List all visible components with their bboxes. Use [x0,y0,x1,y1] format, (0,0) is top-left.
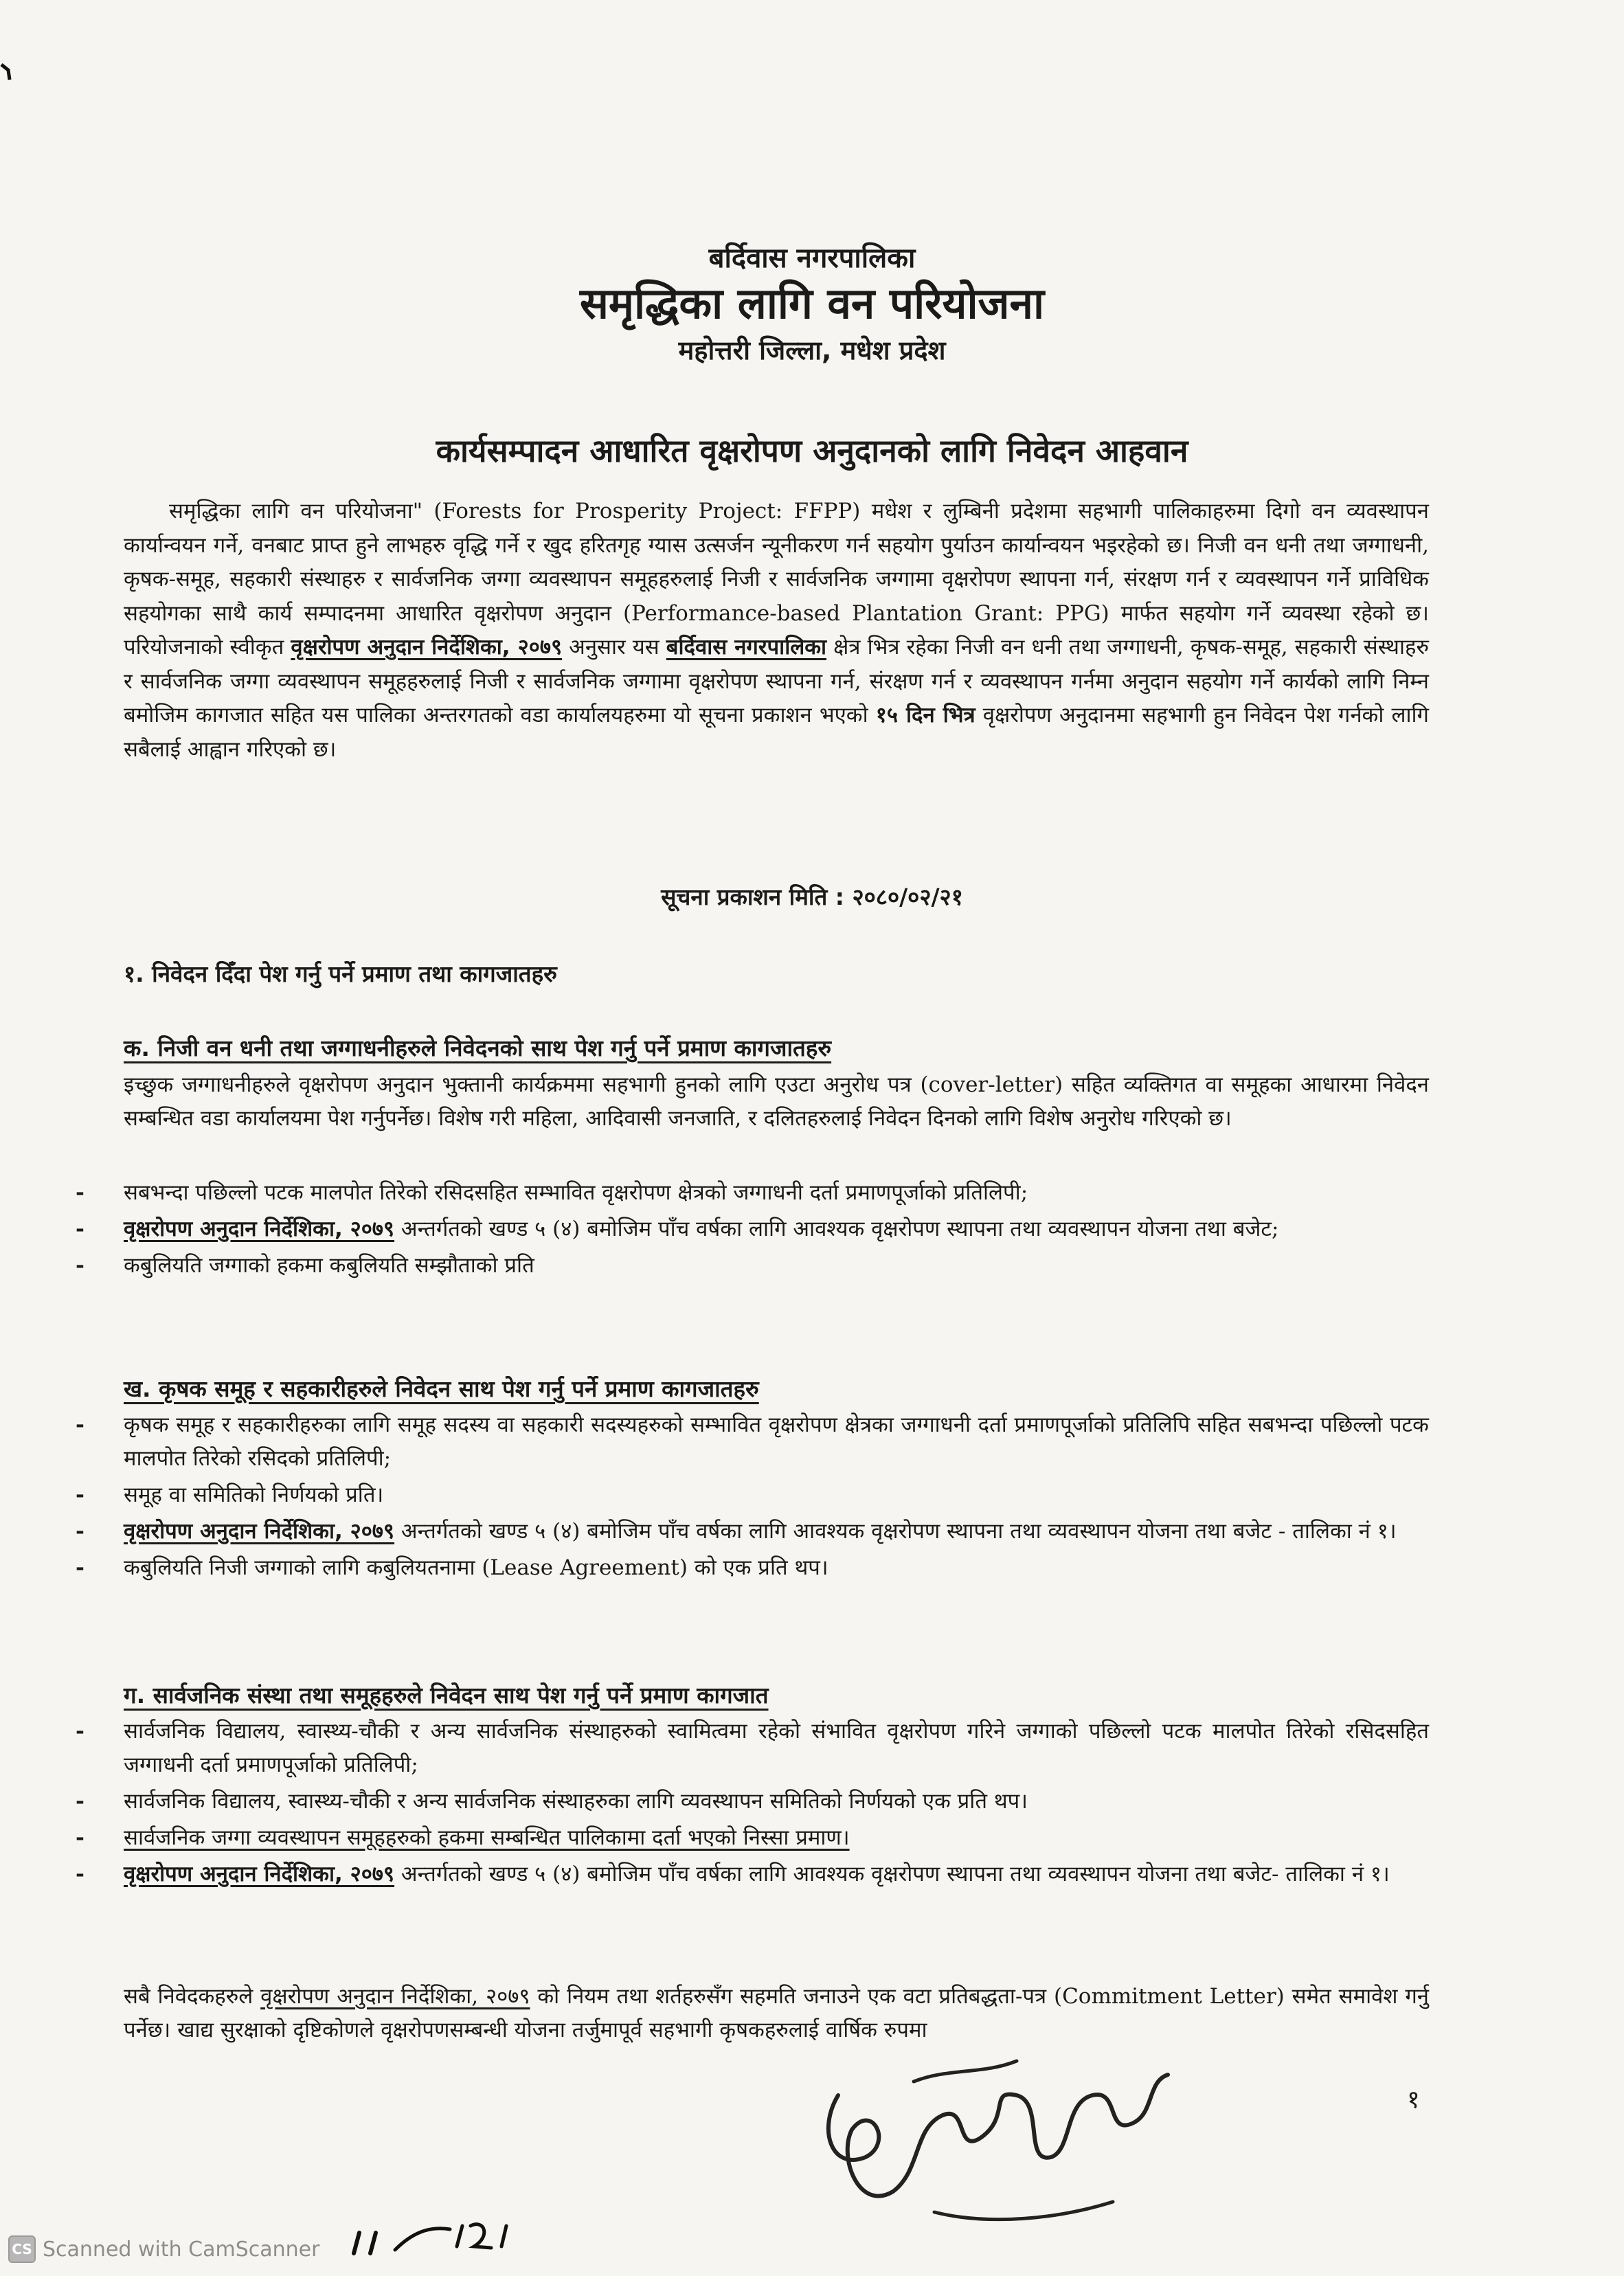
closing-text-2: को नियम तथा शर्तहरुसँग सहमति जनाउने एक वटा प्रतिबद्धता-पत्र (Commitment Letter) समेत समावेश गर्नु पर्नेछ। खाद्य सुरक्षाको दृष्टिकोणले वृक्षरोपणसम्बन्धी योजना तर्जुमापूर्व सहभागी कृषकहरुलाई वार्षिक रुपमा [124,1984,1430,2042]
intro-text-1: समृद्धिका लागि वन परियोजना" (Forests for Prosperity Project: FFPP) मधेश र लुम्बिनी प्रदेशमा सहभागी पालिकाहरुमा दिगो वन व्यवस्थापन कार्यान्वयन गर्ने, वनबाट प्राप्त हुने लाभहरु वृद्धि गर्ने र खुद हरितगृह ग्यास उत्सर्जन न्यूनीकरण गर्न सहयोग पुर्याउन कार्यान्वयन भइरहेको छ। निजी वन धनी तथा जग्गाधनी, कृषक-समूह, सहकारी संस्थाहरु र सार्वजनिक जग्गा व्यवस्थापन समूहहरुलाई निजी र सार्वजनिक जग्गामा वृक्षरोपण स्थापना गर्न, संरक्षण गर्न र व्यवस्थापन गर्ने प्राविधिक सहयोगका साथै कार्य सम्पादनमा आधारित वृक्षरोपण अनुदान (Performance-based Plantation Grant: PPG) मार्फत सहयोग गर्ने व्यवस्था रहेको छ। परियोजनाको स्वीकृत [124,499,1429,660]
list-item: - वृक्षरोपण अनुदान निर्देशिका, २०७९ अन्तर्गतको खण्ड ५ (४) बमोजिम पाँच वर्षका लागि आवश्यक वृक्षरोपण स्थापना तथा व्यवस्थापन योजना तथा बजेट; [76,1217,1279,1241]
guideline-reference: वृक्षरोपण अनुदान निर्देशिका, २०७९ [260,1984,530,2009]
project-name: समृद्धिका लागि वन परियोजना [579,278,1045,328]
section-a-paragraph: इच्छुक जग्गाधनीहरुले वृक्षरोपण अनुदान भुक्तानी कार्यक्रममा सहभागी हुनको लागि एउटा अनुरोध पत्र (cover-letter) सहित व्यक्तिगत वा समूहका आधारमा निवेदन सम्बन्धित वडा कार्यालयमा पेश गर्नुपर्नेछ। विशेष गरी महिला, आदिवासी जनजाति, र दलितहरुलाई निवेदन दिनको लागि विशेष अनुरोध गरिएको छ। [124,1072,1429,1131]
section-c-item-2: सार्वजनिक विद्यालय, स्वास्थ्य-चौकी र अन्य सार्वजनिक संस्थाहरुका लागि व्यवस्थापन समितिको निर्णयको एक प्रति थप। [124,1789,1028,1814]
section-b-item-2: समूह वा समितिको निर्णयको प्रति। [124,1483,384,1507]
section-c-item-4: अन्तर्गतको खण्ड ५ (४) बमोजिम पाँच वर्षका लागि आवश्यक वृक्षरोपण स्थापना तथा व्यवस्थापन योजना तथा बजेट- तालिका नं १। [401,1862,1390,1886]
district-line: महोत्तरी जिल्ला, मधेश प्रदेश [678,335,946,365]
list-item: - समूह वा समितिको निर्णयको प्रति। [76,1483,384,1507]
page-number: १ [1407,2086,1420,2114]
municipality-name: बर्दिवास नगरपालिका [708,243,916,274]
municipality-reference: बर्दिवास नगरपालिका [666,635,827,660]
section-b-list [76,1408,1429,1588]
notice-title: कार्यसम्पादन आधारित वृक्षरोपण अनुदानको लागि निवेदन आहवान [436,432,1188,469]
section-c-item-1: सार्वजनिक विद्यालय, स्वास्थ्य-चौकी र अन्य सार्वजनिक संस्थाहरुको स्वामित्वमा रहेको संभावित वृक्षरोपण गरिने जग्गाको पछिल्लो पटक मालपोत तिरेको रसिदसहित जग्गाधनी दर्ता प्रमाणपूर्जाको प्रतिलिपी; [124,1719,1429,1777]
publication-date: सूचना प्रकाशन मिति : २०८०/०२/२१ [661,883,963,910]
handwritten-initials [347,2198,532,2260]
section-c-item-3: सार्वजनिक जग्गा व्यवस्थापन समूहहरुको हकमा सम्बन्धित पालिकामा दर्ता भएको निस्सा प्रमाण। [124,1825,850,1850]
guideline-reference: वृक्षरोपण अनुदान निर्देशिका, २०७९ [124,1862,395,1886]
section-b-item-4: कबुलियति निजी जग्गाको लागि कबुलियतनामा (Lease Agreement) को एक प्रति थप। [124,1555,828,1580]
section-c-list [76,1715,1429,1894]
guideline-reference: वृक्षरोपण अनुदान निर्देशिका, २०७९ [124,1217,395,1241]
section-c-heading: ग. सार्वजनिक संस्था तथा समूहहरुले निवेदन साथ पेश गर्नु पर्ने प्रमाण कागजात [124,1682,769,1709]
section-b-item-1: कृषक समूह र सहकारीहरुका लागि समूह सदस्य वा सहकारी सदस्यहरुको सम्भावित वृक्षरोपण क्षेत्रका जग्गाधनी दर्ता प्रमाणपूर्जाको प्रतिलिपि सहित सबभन्दा पछिल्लो पटक मालपोत तिरेको रसिदको प्रतिलिपी; [124,1412,1429,1471]
section-a-heading: क. निजी वन धनी तथा जग्गाधनीहरुले निवेदनको साथ पेश गर्नु पर्ने प्रमाण कागजातहरु [124,1035,832,1061]
list-item: - सार्वजनिक विद्यालय, स्वास्थ्य-चौकी र अन्य सार्वजनिक संस्थाहरुका लागि व्यवस्थापन समितिको निर्णयको एक प्रति थप। [76,1789,1028,1814]
camscanner-logo: CS [8,2235,36,2263]
intro-paragraph [124,495,1429,767]
closing-paragraph [124,1980,1429,2047]
letterhead [0,240,1624,370]
list-item: - कबुलियति जग्गाको हकमा कबुलियति सम्झौताको प्रति [76,1253,534,1278]
list-item: - वृक्षरोपण अनुदान निर्देशिका, २०७९ अन्तर्गतको खण्ड ५ (४) बमोजिम पाँच वर्षका लागि आवश्यक वृक्षरोपण स्थापना तथा व्यवस्थापन योजना तथा बजेट- तालिका नं १। [76,1862,1390,1886]
list-item: - कबुलियति निजी जग्गाको लागि कबुलियतनामा (Lease Agreement) को एक प्रति थप। [76,1555,828,1580]
intro-text-4: वृक्षरोपण अनुदानमा सहभागी हुन निवेदन पेश गर्नको लागि सबैलाई आह्वान गरिएको छ। [124,703,1429,762]
section-a-item-2: अन्तर्गतको खण्ड ५ (४) बमोजिम पाँच वर्षका लागि आवश्यक वृक्षरोपण स्थापना तथा व्यवस्थापन योजना तथा बजेट; [401,1217,1279,1241]
closing-text-1: सबै निवेदकहरुले [124,1984,253,2009]
section-1-heading: १. निवेदन दिँदा पेश गर्नु पर्ने प्रमाण तथा कागजातहरु [124,960,557,987]
section-b-heading: ख. कृषक समूह र सहकारीहरुले निवेदन साथ पेश गर्नु पर्ने प्रमाण कागजातहरु [124,1375,759,1402]
intro-text-2: अनुसार यस [569,635,659,660]
corner-mark [0,63,12,82]
list-item: - कृषक समूह र सहकारीहरुका लागि समूह सदस्य वा सहकारी सदस्यहरुको सम्भावित वृक्षरोपण क्षेत्रका जग्गाधनी दर्ता प्रमाणपूर्जाको प्रतिलिपि सहित सबभन्दा पछिल्लो पटक मालपोत तिरेको रसिदको प्रतिलिपी; [76,1412,1429,1471]
list-item: - वृक्षरोपण अनुदान निर्देशिका, २०७९ अन्तर्गतको खण्ड ५ (४) बमोजिम पाँच वर्षका लागि आवश्यक वृक्षरोपण स्थापना तथा व्यवस्थापन योजना तथा बजेट - तालिका नं १। [76,1519,1397,1544]
camscanner-text: Scanned with CamScanner [43,2237,320,2262]
list-item: - सार्वजनिक जग्गा व्यवस्थापन समूहहरुको हकमा सम्बन्धित पालिकामा दर्ता भएको निस्सा प्रमाण। [76,1825,850,1850]
camscanner-watermark [8,2234,319,2264]
section-a-item-1: सबभन्दा पछिल्लो पटक मालपोत तिरेको रसिदसहित सम्भावित वृक्षरोपण क्षेत्रको जग्गाधनी दर्ता प्रमाणपूर्जाको प्रतिलिपी; [124,1180,1028,1205]
intro-text-3: क्षेत्र भित्र रहेका निजी वन धनी तथा जग्गाधनी, कृषक-समूह, सहकारी संस्थाहरु र सार्वजनिक जग्गा व्यवस्थापन समूहहरुलाई निजी र सार्वजनिक जग्गामा वृक्षरोपण स्थापना गर्न, संरक्षण गर्न र व्यवस्थापन गर्नमा अनुदान सहयोग गर्ने कार्यको लागि निम्न बमोजिम कागजात सहित यस पालिका अन्तरगतको वडा कार्यालयहरुमा यो सूचना प्रकाशन भएको [124,635,1429,728]
deadline-text: १५ दिन भित्र [875,703,975,728]
guideline-reference: वृक्षरोपण अनुदान निर्देशिका, २०७९ [124,1519,395,1544]
signature [811,2054,1195,2246]
section-a-list [76,1176,1429,1285]
guideline-reference: वृक्षरोपण अनुदान निर्देशिका, २०७९ [291,635,563,660]
section-a-item-3: कबुलियति जग्गाको हकमा कबुलियति सम्झौताको प्रति [124,1253,534,1278]
section-b-item-3: अन्तर्गतको खण्ड ५ (४) बमोजिम पाँच वर्षका लागि आवश्यक वृक्षरोपण स्थापना तथा व्यवस्थापन योजना तथा बजेट - तालिका नं १। [401,1519,1397,1544]
list-item: - सार्वजनिक विद्यालय, स्वास्थ्य-चौकी र अन्य सार्वजनिक संस्थाहरुको स्वामित्वमा रहेको संभावित वृक्षरोपण गरिने जग्गाको पछिल्लो पटक मालपोत तिरेको रसिदसहित जग्गाधनी दर्ता प्रमाणपूर्जाको प्रतिलिपी; [76,1719,1429,1777]
list-item: - सबभन्दा पछिल्लो पटक मालपोत तिरेको रसिदसहित सम्भावित वृक्षरोपण क्षेत्रको जग्गाधनी दर्ता प्रमाणपूर्जाको प्रतिलिपी; [76,1180,1028,1205]
